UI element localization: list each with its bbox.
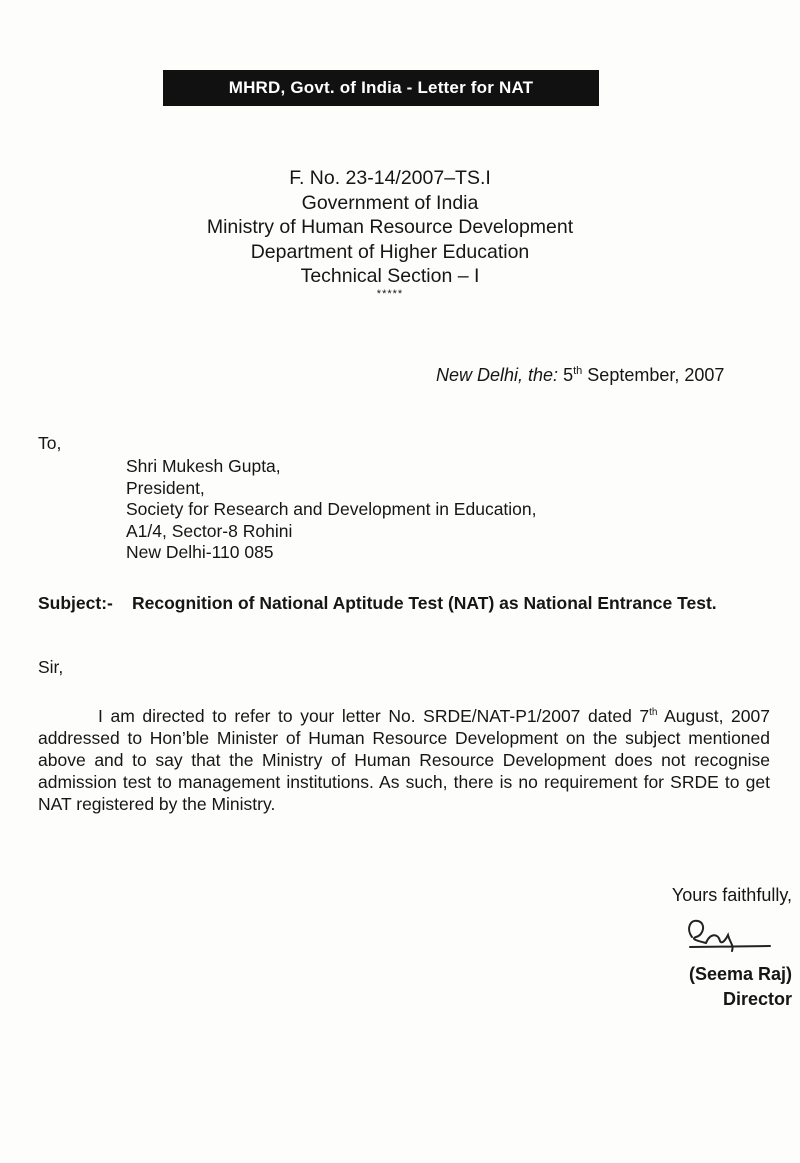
date-day: 5 (563, 365, 574, 385)
date-month-year: September, 2007 (587, 365, 725, 385)
address-line: Society for Research and Development in Education, (126, 499, 537, 519)
handwritten-signature (680, 915, 790, 955)
document-title-banner (163, 70, 599, 106)
date-place: New Delhi, the: (436, 365, 559, 385)
letterhead (0, 166, 780, 299)
letter-body (38, 705, 770, 815)
address-line: A1/4, Sector-8 Rohini (126, 520, 293, 541)
body-text-part2: August, 2007 addressed to Hon’ble Minister of Human Resource Development on the subject mentioned above and to say that the Ministry of Human Resource Development does not recognise admission test to management institutions. As such, there is no requirement for SRDE to get NAT registered by the Ministry. (38, 706, 770, 814)
salutation: Sir, (38, 657, 64, 677)
section-name: Technical Section – I (300, 265, 480, 287)
separator-stars: ***** (376, 287, 404, 300)
address-line: Shri Mukesh Gupta, (126, 456, 281, 476)
subject-line (38, 592, 778, 614)
ministry-name: Ministry of Human Resource Development (206, 216, 574, 238)
department-name: Department of Higher Education (250, 240, 530, 263)
signer-designation: Director (722, 989, 792, 1009)
address-line: President, (126, 477, 205, 498)
closing: Yours faithfully, (671, 885, 792, 905)
subject-label: Subject:- (38, 593, 113, 613)
recipient-address (126, 456, 537, 564)
signer-block (689, 962, 792, 1012)
subject-text: Recognition of National Aptitude Test (NAT) as National Entrance Test. (132, 593, 717, 613)
letter-date (436, 365, 724, 386)
banner-title: MHRD, Govt. of India - Letter for NAT (228, 78, 534, 97)
body-date-suffix: th (649, 707, 658, 719)
file-number: F. No. 23-14/2007–TS.I (289, 167, 491, 189)
to-label: To, (38, 433, 62, 453)
body-text-part1: I am directed to refer to your letter No. SRDE/NAT-P1/2007 dated 7 (98, 706, 650, 726)
address-line: New Delhi-110 085 (126, 542, 274, 562)
government-name: Government of India (301, 191, 479, 214)
signer-name: (Seema Raj) (688, 964, 792, 984)
date-day-suffix: th (573, 365, 583, 377)
